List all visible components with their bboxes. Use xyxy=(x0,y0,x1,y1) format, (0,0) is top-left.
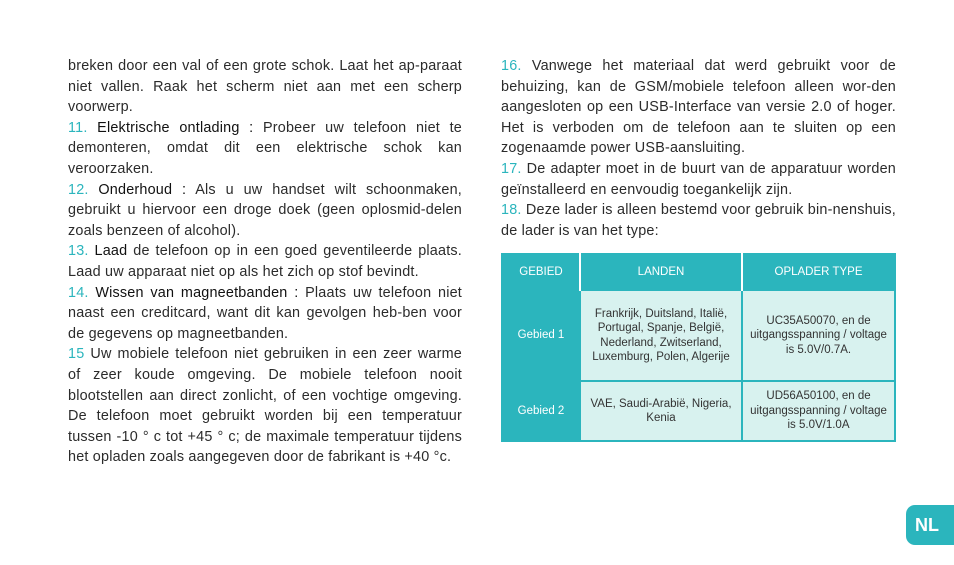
region-cell: Gebied 2 xyxy=(502,381,580,441)
header-charger-type: OPLADER TYPE xyxy=(742,254,895,290)
item-heading: Laad xyxy=(94,243,128,260)
item-18 xyxy=(501,200,896,241)
item-number: 14. xyxy=(68,284,89,301)
item-12 xyxy=(68,180,462,242)
table-header-row xyxy=(502,254,895,290)
charger-cell: UD56A50100, en de uitgangsspanning / voltage is 5.0V/1.0A xyxy=(742,381,895,441)
item-text: Uw mobiele telefoon niet gebruiken in een zeer warme of zeer koude omgeving. De mobiele telefoon nooit blootstellen aan direct zonlicht, of een vochtige omgeving. De telefoon moet gebruikt worden bij een temperatuur tussen -10 ° c tot +45 ° c; de maximale temperatuur tijdens het opladen zoals aangegeven door de fabrikant is +40 °c. xyxy=(68,346,462,466)
item-text: De adapter moet in de buurt van de apparatuur worden geïnstalleerd en eenvoudig toegankelijk zijn. xyxy=(501,160,896,198)
item-number: 12. xyxy=(68,181,89,198)
header-countries: LANDEN xyxy=(580,254,742,290)
item-text: Probeer uw telefoon niet te demonteren, omdat dit een elektrische schok kan veroorzaken. xyxy=(68,119,462,177)
left-text-column xyxy=(68,56,462,468)
countries-cell: Frankrijk, Duitsland, Italië, Portugal, Spanje, België, Nederland, Zwitserland, Luxemburg, Polen, Algerije xyxy=(580,290,742,381)
charger-table xyxy=(501,253,896,442)
item-heading: Elektrische ontlading : xyxy=(97,119,254,136)
charger-cell: UC35A50070, en de uitgangsspanning / voltage is 5.0V/0.7A. xyxy=(742,290,895,381)
item-heading: Wissen van magneetbanden : xyxy=(95,284,299,301)
header-region: GEBIED xyxy=(502,254,580,290)
item-14 xyxy=(68,283,462,345)
item-number: 18. xyxy=(501,202,522,219)
language-badge: NL xyxy=(906,505,954,545)
intro-paragraph: breken door een val of een grote schok. Laat het ap-paraat niet vallen. Raak het scherm niet aan met een scherp voorwerp. xyxy=(68,58,462,116)
table-row xyxy=(502,290,895,381)
item-15 xyxy=(68,344,462,468)
right-text-column xyxy=(501,56,896,241)
item-11 xyxy=(68,118,462,180)
item-number: 15 xyxy=(68,346,85,363)
item-text: Deze lader is alleen bestemd voor gebruik bin-nenshuis, de lader is van het type: xyxy=(501,202,896,239)
item-number: 11. xyxy=(68,119,88,136)
item-text: Vanwege het materiaal dat werd gebruikt voor de behuizing, kan de GSM/mobiele telefoon alleen wor-den aangesloten op een USB-Interface van versie 2.0 of hoger. Het is verboden om de telefoon aan te sluiten op een zogenaamde power USB-aansluiting. xyxy=(501,58,896,157)
item-number: 13. xyxy=(68,243,89,260)
item-heading: Onderhoud : xyxy=(98,181,187,198)
item-text: Als u uw handset wilt schoonmaken, gebruikt u hiervoor een droge doek (geen oplosmid-delen zoals benzeen of alcohol). xyxy=(68,181,462,239)
item-16 xyxy=(501,56,896,159)
region-cell: Gebied 1 xyxy=(502,290,580,381)
table-row xyxy=(502,381,895,441)
item-text: Plaats uw telefoon niet naast een creditcard, want dit kan gevolgen heb-ben voor de gegevens op magneetbanden. xyxy=(68,284,462,342)
item-text: de telefoon op in een goed geventileerde plaats. Laad uw apparaat niet op als het zich op stof bevindt. xyxy=(68,243,462,280)
item-number: 17. xyxy=(501,160,522,177)
item-17 xyxy=(501,159,896,200)
item-13 xyxy=(68,241,462,282)
countries-cell: VAE, Saudi-Arabië, Nigeria, Kenia xyxy=(580,381,742,441)
item-number: 16. xyxy=(501,58,522,74)
